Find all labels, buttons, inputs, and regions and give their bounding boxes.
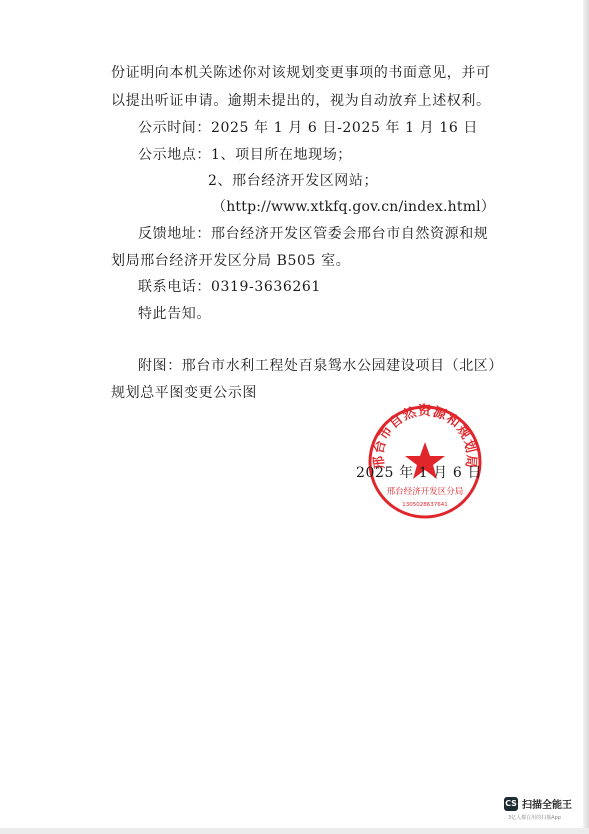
feedback-address: 反馈地址：邢台经济开发区管委会邢台市自然资源和规 xyxy=(138,226,489,242)
closing-remark: 特此告知。 xyxy=(138,306,211,322)
notice-location-2: 2、邢台经济开发区网站； xyxy=(208,173,379,189)
notice-time: 公示时间：2025 年 1 月 6 日-2025 年 1 月 16 日 xyxy=(138,120,479,136)
seal-text-center: 邢台经济开发区分局 xyxy=(386,487,464,497)
notice-location: 公示地点：1、项目所在地现场； xyxy=(138,147,352,163)
feedback-address-cont: 划局邢台经济开发区分局 B505 室。 xyxy=(111,253,351,269)
seal-text-top: 邢台市自然资源和规划局 xyxy=(371,404,479,470)
attachment-line-1: 附图：邢台市水利工程处百泉鸳水公园建设项目（北区） xyxy=(138,358,503,374)
watermark-name: 扫描全能王 xyxy=(522,800,572,811)
camscanner-logo-icon: CS xyxy=(504,797,518,811)
contact-phone: 联系电话：0319-3636261 xyxy=(138,279,321,295)
page-edge-bottom xyxy=(0,828,589,834)
page-edge-right xyxy=(583,0,589,834)
body-line-2: 以提出听证申请。逾期未提出的，视为自动放弃上述权利。 xyxy=(111,93,491,109)
notice-date: 2025 年 1 月 6 日 xyxy=(356,465,483,481)
scanner-watermark xyxy=(504,795,584,825)
attachment-line-2: 规划总平图变更公示图 xyxy=(111,385,257,401)
body-line-1: 份证明向本机关陈述你对该规划变更事项的书面意见，并可 xyxy=(111,65,491,81)
website-url: （http://www.xtkfq.gov.cn/index.html） xyxy=(212,199,496,215)
watermark-tagline: 3亿人都在用的扫描App xyxy=(508,815,561,821)
seal-number: 1305028637641 xyxy=(402,502,448,508)
